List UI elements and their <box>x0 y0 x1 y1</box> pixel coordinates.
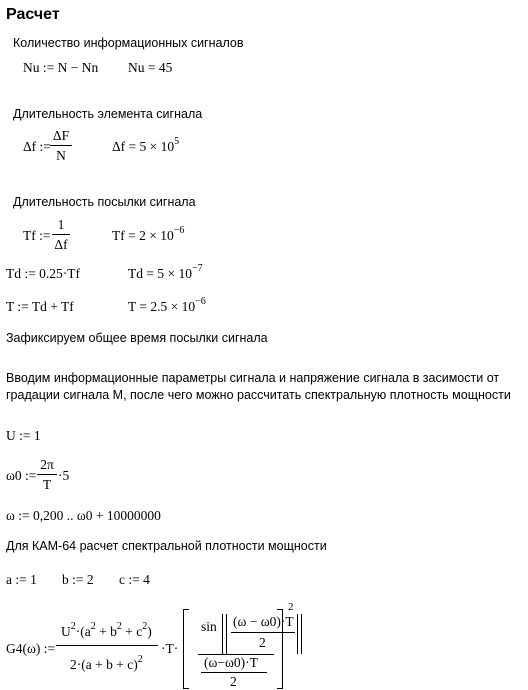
g4-sin-label: sin <box>201 619 217 634</box>
df-denominator: N <box>56 148 66 163</box>
td-result <box>128 263 203 282</box>
g4-num-b-exponent: 2 <box>116 621 122 632</box>
a-definition[interactable]: a := 1 <box>6 572 37 587</box>
g4-num-c-exponent: 2 <box>142 621 148 632</box>
g4-den-exponent: 2 <box>137 654 143 665</box>
df-result-base: Δf = 5 × 10 <box>112 139 175 154</box>
fix-time-text: Зафиксируем общее время посылки сигнала <box>6 331 268 345</box>
g4-bottom-numerator: (ω−ω0)·T <box>204 655 258 670</box>
w-range-definition[interactable]: ω := 0,200 .. ω0 + 10000000 <box>6 508 161 523</box>
kam64-text: Для КАМ-64 расчет спектральной плотности мощности <box>6 539 327 553</box>
g4-numerator <box>61 621 152 640</box>
g4-num-c: + c <box>125 624 143 639</box>
td-result-exponent: −7 <box>191 263 203 274</box>
g4-right-bracket <box>277 609 283 689</box>
g4-multiplier: ·T· <box>161 641 179 656</box>
g4-num-a-exponent: 2 <box>90 621 96 632</box>
g4-sin-bracket-right <box>297 614 302 654</box>
intro-text-line-2: градации сигнала М, после чего можно рассчитать спектральную плотность мощности <box>6 388 511 402</box>
page-title: Расчет <box>6 6 60 23</box>
g4-left-bracket <box>183 609 189 689</box>
g4-num-u-exponent: 2 <box>70 621 76 632</box>
nu-definition[interactable]: Nu := N − Nn <box>23 60 99 75</box>
g4-denominator <box>70 654 143 673</box>
tf-denominator: Δf <box>54 237 68 252</box>
tf-fraction <box>52 217 70 253</box>
tf-result-base: Tf = 2 × 10 <box>112 228 174 243</box>
g4-sin-arg: (ω − ω0)·T <box>233 614 294 629</box>
t-result <box>128 296 206 315</box>
g4-main-fraction-bar <box>56 645 158 646</box>
w0-denominator: T <box>42 477 52 492</box>
section-label-packet-duration: Длительность посылки сигнала <box>13 195 196 209</box>
tf-lhs: Tf := <box>23 228 51 243</box>
g4-num-u: U <box>61 624 71 639</box>
g4-lhs: G4(ω) := <box>6 641 56 656</box>
g4-den-main: 2·(a + b + c) <box>70 657 138 672</box>
g4-num-open: ·(a <box>75 624 91 639</box>
df-fraction <box>50 128 72 164</box>
b-definition[interactable]: b := 2 <box>62 572 94 587</box>
df-result-exponent: 5 <box>174 136 180 147</box>
df-result <box>112 136 180 155</box>
g4-bottom-denominator: 2 <box>230 674 237 689</box>
g4-bottom-bar <box>201 672 267 673</box>
nu-result: Nu = 45 <box>128 60 173 75</box>
w0-fraction <box>37 457 57 493</box>
g4-sin-arg-den: 2 <box>259 635 266 650</box>
section-label-element-duration: Длительность элемента сигнала <box>13 107 203 121</box>
g4-num-close: ) <box>147 624 152 639</box>
fraction-bar <box>50 145 72 146</box>
u-definition[interactable]: U := 1 <box>6 428 41 443</box>
w0-lhs: ω0 := <box>6 468 37 483</box>
df-lhs: Δf := <box>23 139 51 154</box>
tf-result-exponent: −6 <box>173 225 185 236</box>
g4-sin-bracket <box>222 614 227 654</box>
w0-multiplier: ·5 <box>58 468 70 483</box>
w0-numerator: 2π <box>40 457 54 472</box>
intro-text-line-1: Вводим информационные параметры сигнала и напряжение сигнала в засимости от <box>6 371 500 385</box>
t-result-base: T = 2.5 × 10 <box>128 299 196 314</box>
c-definition[interactable]: c := 4 <box>119 572 150 587</box>
g4-sin-arg-bar <box>231 632 295 633</box>
g4-outer-exponent: 2 <box>288 601 294 613</box>
t-result-exponent: −6 <box>195 296 206 307</box>
tf-numerator: 1 <box>57 217 65 232</box>
g4-num-b: + b <box>99 624 117 639</box>
td-definition[interactable]: Td := 0.25·Tf <box>6 266 80 281</box>
section-label-count: Количество информационных сигналов <box>13 36 244 50</box>
t-definition[interactable]: T := Td + Tf <box>6 299 74 314</box>
tf-result <box>112 225 185 244</box>
fraction-bar <box>37 474 57 475</box>
td-result-base: Td = 5 × 10 <box>128 266 192 281</box>
df-numerator: ΔF <box>52 128 70 143</box>
fraction-bar <box>52 234 70 235</box>
